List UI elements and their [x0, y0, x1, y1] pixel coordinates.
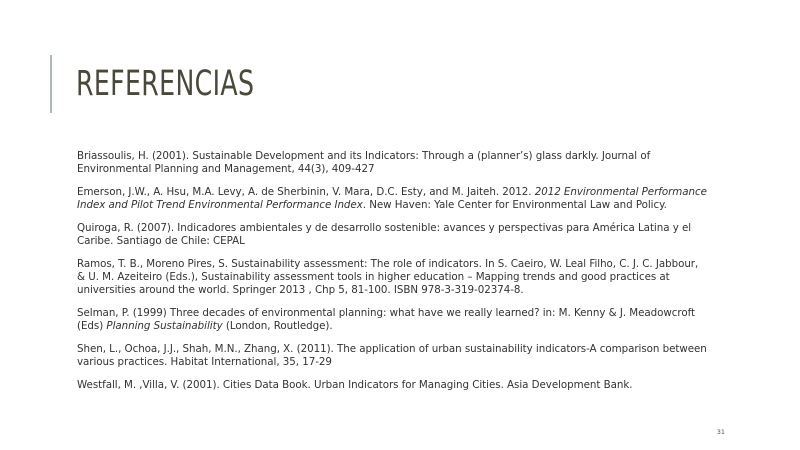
page-number: 31: [716, 428, 725, 436]
reference-list: [77, 150, 707, 402]
reference-text: Selman, P. (1999) Three decades of environmental planning: what have we really learned? in: M. Kenny & J. Meadowcroft (Eds): [77, 307, 695, 332]
reference-item-westfall: [77, 379, 707, 392]
reference-item-ramos: [77, 258, 707, 297]
title-accent-bar: [50, 55, 52, 113]
reference-item-emerson: [77, 186, 707, 212]
reference-text: Westfall, M. ,Villa, V. (2001). Cities Data Book. Urban Indicators for Managing Cities. Asia Development Bank.: [77, 379, 633, 391]
reference-item-selman: [77, 307, 707, 333]
slide-title: REFERENCIAS: [76, 64, 255, 104]
reference-item-briassoulis: [77, 150, 707, 176]
reference-text: Briassoulis, H. (2001). Sustainable Development and its Indicators: Through a (planner’s) glass darkly. Journal of Environmental Planning and Management, 44(3), 409-427: [77, 150, 651, 175]
reference-italic-title: Planning Sustainability: [106, 320, 223, 332]
reference-text: Ramos, T. B., Moreno Pires, S. Sustainability assessment: The role of indicators. In S. Caeiro, W. Leal Filho, C. J. C. Jabbour, & U. M. Azeiteiro (Eds.), Sustainability assessment tools in higher education – Mapping trends and good practices at universities around the world. Springer 2013 , Chp 5, 81-100. ISBN 978-3-319-02374-8.: [77, 258, 699, 296]
reference-text: . New Haven: Yale Center for Environmental Law and Policy.: [362, 199, 667, 211]
reference-text: Quiroga, R. (2007). Indicadores ambientales y de desarrollo sostenible: avances y perspectivas para América Latina y el Caribe. Santiago de Chile: CEPAL: [77, 222, 692, 247]
reference-item-quiroga: [77, 222, 707, 248]
reference-text: Emerson, J.W., A. Hsu, M.A. Levy, A. de Sherbinin, V. Mara, D.C. Esty, and M. Jaiteh. 2012.: [77, 186, 535, 198]
reference-text: Shen, L., Ochoa, J.J., Shah, M.N., Zhang, X. (2011). The application of urban sustainability indicators-A comparison between various practices. Habitat International, 35, 17-29: [77, 343, 707, 368]
reference-text: (London, Routledge).: [222, 320, 333, 332]
reference-item-shen: [77, 343, 707, 369]
reference-italic-title: 2012 Environmental Performance Index and Pilot Trend Environmental Performance Index: [77, 186, 707, 211]
